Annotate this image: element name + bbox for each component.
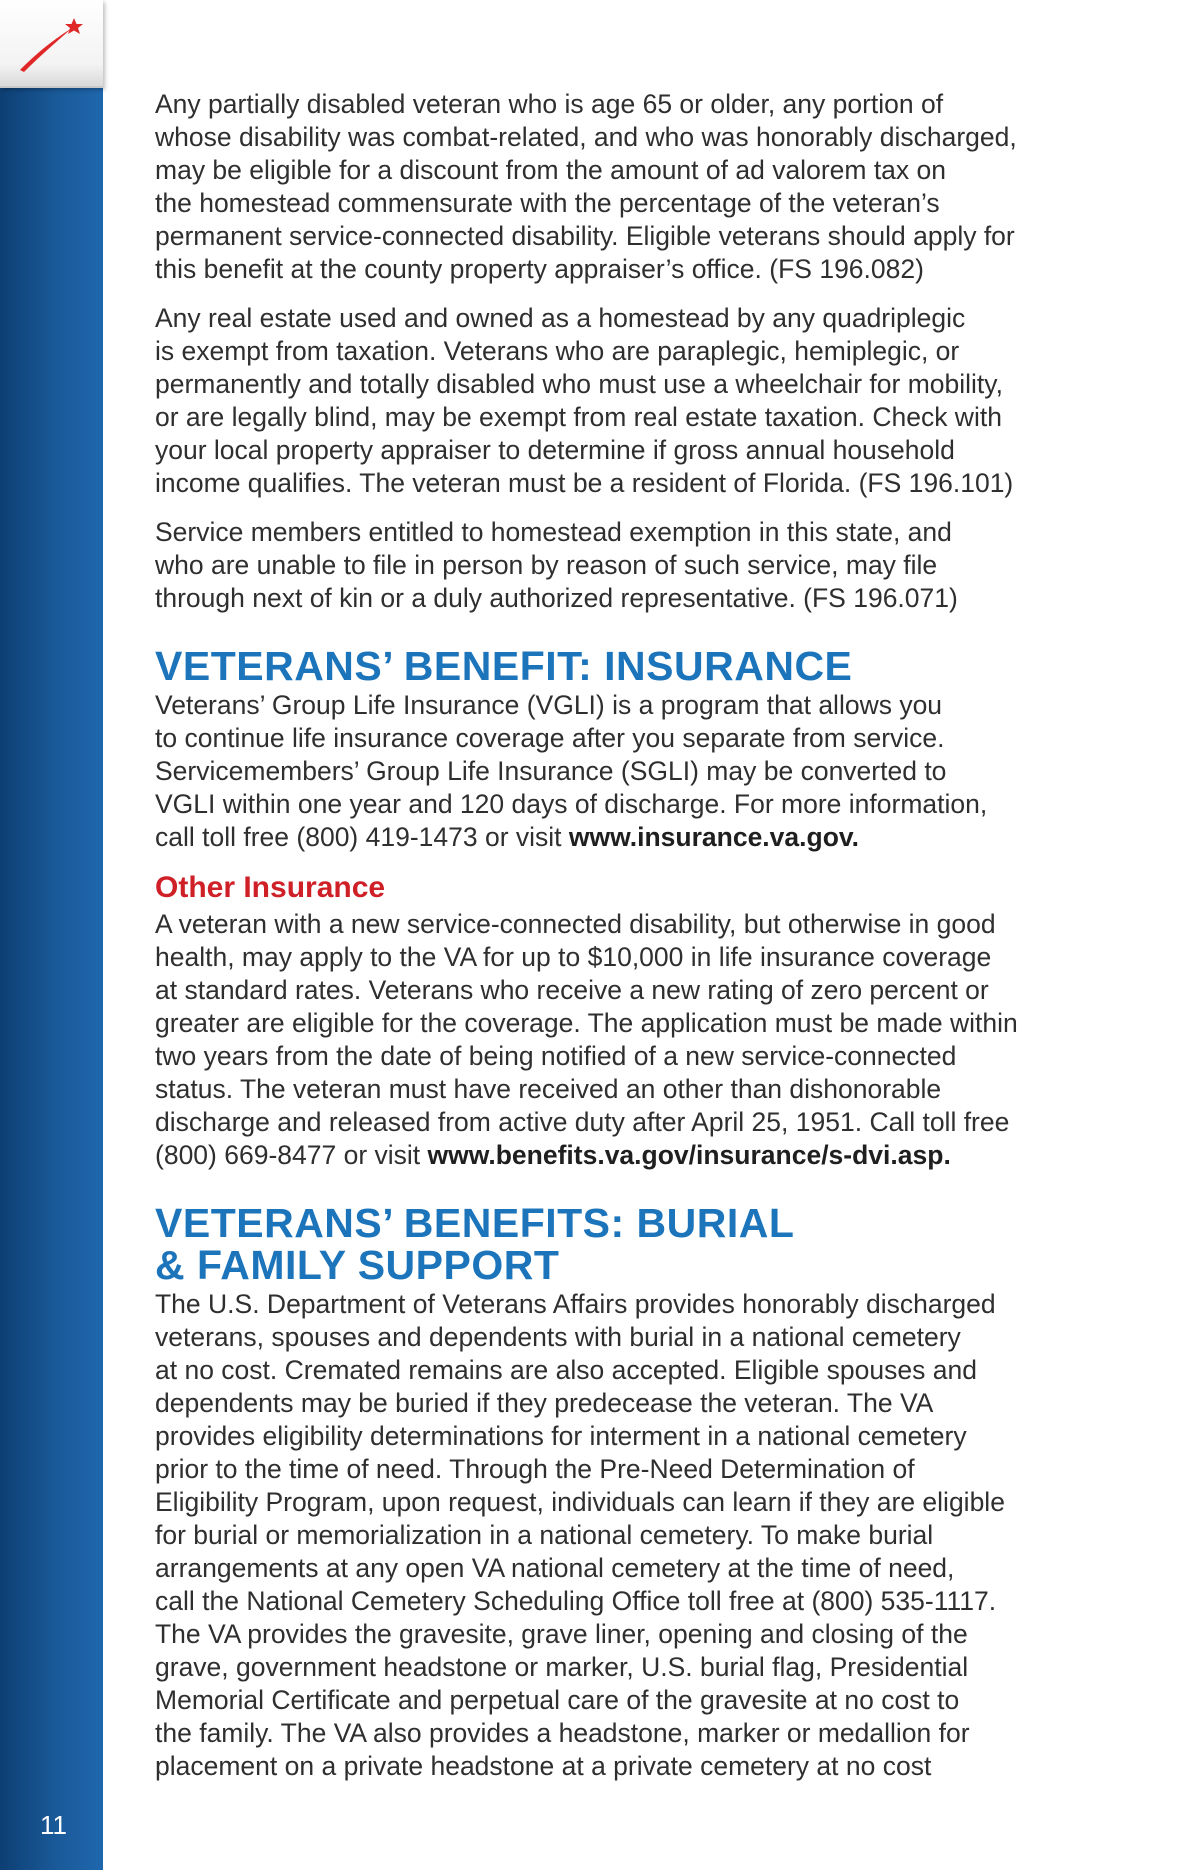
text-line: Veterans’ Group Life Insurance (VGLI) is a program that allows you — [155, 690, 943, 720]
text-fragment: (800) 669-8477 or visit — [155, 1140, 428, 1170]
text-line: to continue life insurance coverage after you separate from service. — [155, 723, 945, 753]
text-line: who are unable to file in person by reason of such service, may file — [155, 550, 938, 580]
text-line: veterans, spouses and dependents with burial in a national cemetery — [155, 1322, 961, 1352]
heading-burial — [155, 1202, 1115, 1286]
text-line: provides eligibility determinations for interment in a national cemetery — [155, 1421, 967, 1451]
text-line: VGLI within one year and 120 days of discharge. For more information, — [155, 789, 988, 819]
text-line: permanent service-connected disability. Eligible veterans should apply for — [155, 221, 1015, 251]
text-line: Service members entitled to homestead exemption in this state, and — [155, 517, 952, 547]
heading-insurance: VETERANS’ BENEFIT: INSURANCE — [155, 643, 853, 689]
paragraph-disabled-veteran-discount — [155, 88, 1115, 286]
text-line: placement on a private headstone at a private cemetery at no cost — [155, 1751, 932, 1781]
text-line: or are legally blind, may be exempt from real estate taxation. Check with — [155, 402, 1002, 432]
text-line: The VA provides the gravesite, grave liner, opening and closing of the — [155, 1619, 968, 1649]
text-line: two years from the date of being notified of a new service-connected — [155, 1041, 957, 1071]
text-line: arrangements at any open VA national cemetery at the time of need, — [155, 1553, 955, 1583]
text-line: the family. The VA also provides a headstone, marker or medallion for — [155, 1718, 970, 1748]
text-line: greater are eligible for the coverage. The application must be made within — [155, 1008, 1018, 1038]
text-line — [155, 821, 1115, 854]
text-line: dependents may be buried if they predecease the veteran. The VA — [155, 1388, 934, 1418]
text-line: health, may apply to the VA for up to $10,000 in life insurance coverage — [155, 942, 992, 972]
text-line: Memorial Certificate and perpetual care of the gravesite at no cost to — [155, 1685, 960, 1715]
text-line: income qualifies. The veteran must be a resident of Florida. (FS 196.101) — [155, 468, 1014, 498]
logo-box — [0, 0, 103, 88]
text-line: status. The veteran must have received an other than dishonorable — [155, 1074, 942, 1104]
text-line: the homestead commensurate with the percentage of the veteran’s — [155, 188, 940, 218]
text-line: for burial or memorialization in a national cemetery. To make burial — [155, 1520, 934, 1550]
page-number: 11 — [40, 1810, 67, 1840]
paragraph-homestead-exemption — [155, 302, 1115, 500]
paragraph-insurance — [155, 689, 1115, 854]
text-line: at no cost. Cremated remains are also accepted. Eligible spouses and — [155, 1355, 977, 1385]
text-line: The U.S. Department of Veterans Affairs provides honorably discharged — [155, 1289, 996, 1319]
text-line: discharge and released from active duty after April 25, 1951. Call toll free — [155, 1107, 1010, 1137]
text-line: through next of kin or a duly authorized representative. (FS 196.071) — [155, 583, 958, 613]
text-line: A veteran with a new service-connected disability, but otherwise in good — [155, 909, 996, 939]
benefits-link[interactable]: www.benefits.va.gov/insurance/s-dvi.asp. — [427, 1140, 951, 1170]
heading-line: & FAMILY SUPPORT — [155, 1242, 560, 1288]
paragraph-burial — [155, 1288, 1115, 1783]
text-fragment: call toll free (800) 419-1473 or visit — [155, 822, 569, 852]
text-line: Any real estate used and owned as a homestead by any quadriplegic — [155, 303, 966, 333]
text-line: Any partially disabled veteran who is age 65 or older, any portion of — [155, 89, 944, 119]
left-sidebar-band — [0, 86, 103, 1870]
paragraph-other-insurance — [155, 908, 1115, 1172]
text-line: Eligibility Program, upon request, individuals can learn if they are eligible — [155, 1487, 1005, 1517]
text-line: Servicemembers’ Group Life Insurance (SGLI) may be converted to — [155, 756, 947, 786]
text-line: may be eligible for a discount from the amount of ad valorem tax on — [155, 155, 947, 185]
page-content — [155, 88, 1115, 1799]
text-line: call the National Cemetery Scheduling Office toll free at (800) 535-1117. — [155, 1586, 997, 1616]
text-line: prior to the time of need. Through the Pre-Need Determination of — [155, 1454, 915, 1484]
text-line: whose disability was combat-related, and who was honorably discharged, — [155, 122, 1017, 152]
text-line: this benefit at the county property appraiser’s office. (FS 196.082) — [155, 254, 924, 284]
text-line: grave, government headstone or marker, U.S. burial flag, Presidential — [155, 1652, 969, 1682]
text-line: is exempt from taxation. Veterans who are paraplegic, hemiplegic, or — [155, 336, 960, 366]
insurance-link[interactable]: www.insurance.va.gov. — [568, 822, 860, 852]
paragraph-service-members — [155, 516, 1115, 615]
heading-line: VETERANS’ BENEFITS: BURIAL — [155, 1200, 795, 1246]
subheading-other-insurance: Other Insurance — [155, 871, 386, 904]
text-line: your local property appraiser to determine if gross annual household — [155, 435, 955, 465]
text-line: at standard rates. Veterans who receive a new rating of zero percent or — [155, 975, 989, 1005]
star-swoosh-icon — [14, 14, 84, 74]
text-line — [155, 1139, 1115, 1172]
text-line: permanently and totally disabled who must use a wheelchair for mobility, — [155, 369, 1003, 399]
